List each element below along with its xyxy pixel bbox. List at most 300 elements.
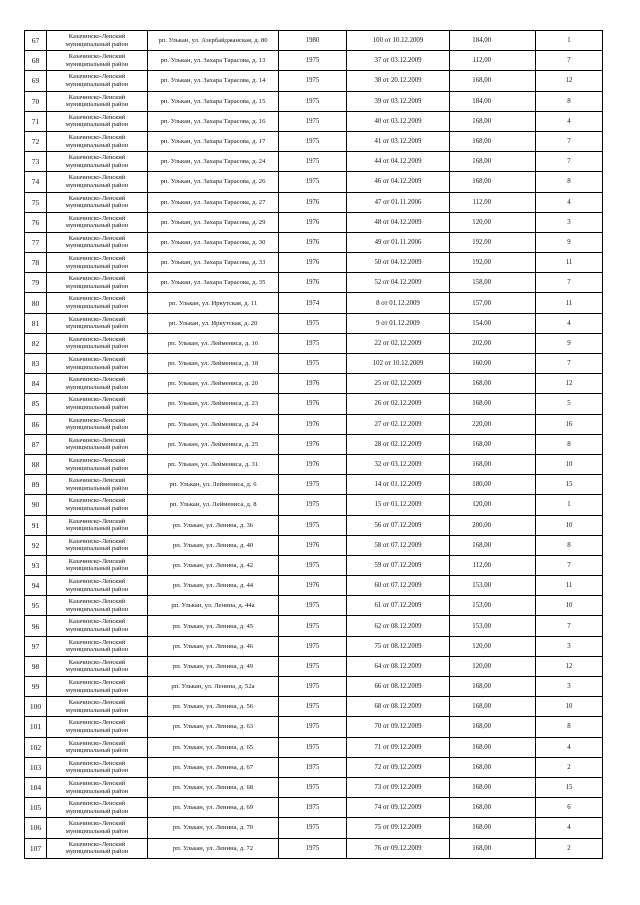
housing-registry-table [24, 30, 603, 859]
area-cell: 112,00 [450, 555, 536, 575]
residents-count-cell: 7 [536, 616, 603, 636]
row-number: 78 [25, 253, 47, 273]
document-cell: 56 от 07.12.2009 [347, 515, 450, 535]
area-cell: 168,00 [450, 131, 536, 151]
address-cell: рп. Улькан, ул. Захара Тарасова, д. 24 [148, 152, 279, 172]
document-cell: 32 от 03.12.2009 [347, 454, 450, 474]
row-number: 105 [25, 798, 47, 818]
year-built-cell: 1975 [279, 697, 347, 717]
address-cell: рп. Улькан, ул. Захара Тарасова, д. 17 [148, 131, 279, 151]
residents-count-cell: 7 [536, 273, 603, 293]
residents-count-cell: 15 [536, 475, 603, 495]
address-cell: рп. Улькан, ул. Ленина, д. 56 [148, 697, 279, 717]
residents-count-cell: 3 [536, 677, 603, 697]
row-number: 82 [25, 333, 47, 353]
address-cell: рп. Улькан, ул. Ленина, д. 46 [148, 636, 279, 656]
document-cell: 75 от 08.12.2009 [347, 636, 450, 656]
municipality-cell: Казачинско-Ленский муниципальный район [47, 313, 148, 333]
year-built-cell: 1975 [279, 757, 347, 777]
document-cell: 102 от 10.12.2009 [347, 354, 450, 374]
table-row [25, 576, 603, 596]
year-built-cell: 1976 [279, 232, 347, 252]
municipality-cell: Казачинско-Ленский муниципальный район [47, 31, 148, 51]
area-cell: 180,00 [450, 475, 536, 495]
municipality-cell: Казачинско-Ленский муниципальный район [47, 838, 148, 858]
row-number: 89 [25, 475, 47, 495]
row-number: 72 [25, 131, 47, 151]
year-built-cell: 1976 [279, 374, 347, 394]
year-built-cell: 1976 [279, 253, 347, 273]
year-built-cell: 1975 [279, 91, 347, 111]
residents-count-cell: 12 [536, 71, 603, 91]
area-cell: 168,00 [450, 535, 536, 555]
address-cell: рп. Улькан, ул. Леймениса, д. 8 [148, 495, 279, 515]
document-cell: 52 от 04.12.2009 [347, 273, 450, 293]
row-number: 81 [25, 313, 47, 333]
address-cell: рп. Улькан, ул. Ленина, д. 70 [148, 818, 279, 838]
table-row [25, 717, 603, 737]
municipality-cell: Казачинско-Ленский муниципальный район [47, 798, 148, 818]
table-row [25, 394, 603, 414]
document-cell: 40 от 03.12.2009 [347, 111, 450, 131]
document-cell: 49 от 01.11.2006 [347, 232, 450, 252]
table-row [25, 596, 603, 616]
residents-count-cell: 3 [536, 212, 603, 232]
address-cell: рп. Улькан, ул. Ленина, д. 42 [148, 555, 279, 575]
address-cell: рп. Улькан, ул. Ленина, д. 69 [148, 798, 279, 818]
year-built-cell: 1976 [279, 454, 347, 474]
table-row [25, 91, 603, 111]
address-cell: рп. Улькан, ул. Захара Тарасова, д. 16 [148, 111, 279, 131]
document-cell: 8 от 01.12.2009 [347, 293, 450, 313]
table-row [25, 515, 603, 535]
residents-count-cell: 8 [536, 717, 603, 737]
address-cell: рп. Улькан, ул. Леймениса, д. 31 [148, 454, 279, 474]
row-number: 84 [25, 374, 47, 394]
year-built-cell: 1976 [279, 192, 347, 212]
address-cell: рп. Улькан, ул. Леймениса, д. 16 [148, 333, 279, 353]
address-cell: рп. Улькан, ул. Леймениса, д. 18 [148, 354, 279, 374]
row-number: 101 [25, 717, 47, 737]
table-row [25, 374, 603, 394]
residents-count-cell: 4 [536, 111, 603, 131]
municipality-cell: Казачинско-Ленский муниципальный район [47, 414, 148, 434]
area-cell: 168,00 [450, 798, 536, 818]
address-cell: рп. Улькан, ул. Иркутская, д. 20 [148, 313, 279, 333]
address-cell: рп. Улькан, ул. Захара Тарасова, д. 29 [148, 212, 279, 232]
municipality-cell: Казачинско-Ленский муниципальный район [47, 495, 148, 515]
row-number: 68 [25, 51, 47, 71]
address-cell: рп. Улькан, ул. Леймениса, д. 6 [148, 475, 279, 495]
municipality-cell: Казачинско-Ленский муниципальный район [47, 273, 148, 293]
area-cell: 168,00 [450, 454, 536, 474]
row-number: 87 [25, 434, 47, 454]
year-built-cell: 1975 [279, 717, 347, 737]
document-cell: 58 от 07.12.2009 [347, 535, 450, 555]
municipality-cell: Казачинско-Ленский муниципальный район [47, 777, 148, 797]
address-cell: рп. Улькан, ул. Ленина, д. 40 [148, 535, 279, 555]
area-cell: 168,00 [450, 757, 536, 777]
residents-count-cell: 7 [536, 51, 603, 71]
area-cell: 153,00 [450, 616, 536, 636]
table-row [25, 333, 603, 353]
address-cell: рп. Улькан, ул. Захара Тарасова, д. 26 [148, 172, 279, 192]
municipality-cell: Казачинско-Ленский муниципальный район [47, 131, 148, 151]
document-cell: 14 от 01.12.2009 [347, 475, 450, 495]
area-cell: 220,00 [450, 414, 536, 434]
year-built-cell: 1976 [279, 394, 347, 414]
area-cell: 168,00 [450, 111, 536, 131]
document-cell: 61 от 07.12.2009 [347, 596, 450, 616]
municipality-cell: Казачинско-Ленский муниципальный район [47, 152, 148, 172]
year-built-cell: 1975 [279, 131, 347, 151]
row-number: 98 [25, 656, 47, 676]
address-cell: рп. Улькан, ул. Захара Тарасова, д. 27 [148, 192, 279, 212]
table-row [25, 172, 603, 192]
row-number: 73 [25, 152, 47, 172]
municipality-cell: Казачинско-Ленский муниципальный район [47, 394, 148, 414]
document-cell: 25 от 02.12.2009 [347, 374, 450, 394]
municipality-cell: Казачинско-Ленский муниципальный район [47, 111, 148, 131]
residents-count-cell: 11 [536, 293, 603, 313]
residents-count-cell: 11 [536, 253, 603, 273]
area-cell: 153,00 [450, 576, 536, 596]
year-built-cell: 1975 [279, 818, 347, 838]
row-number: 94 [25, 576, 47, 596]
residents-count-cell: 16 [536, 414, 603, 434]
address-cell: рп. Улькан, ул. Ленина, д. 67 [148, 757, 279, 777]
row-number: 90 [25, 495, 47, 515]
municipality-cell: Казачинско-Ленский муниципальный район [47, 253, 148, 273]
municipality-cell: Казачинско-Ленский муниципальный район [47, 818, 148, 838]
address-cell: рп. Улькан, ул. Ленина, д. 45 [148, 616, 279, 636]
municipality-cell: Казачинско-Ленский муниципальный район [47, 697, 148, 717]
year-built-cell: 1975 [279, 677, 347, 697]
row-number: 107 [25, 838, 47, 858]
municipality-cell: Казачинско-Ленский муниципальный район [47, 555, 148, 575]
table-row [25, 475, 603, 495]
year-built-cell: 1976 [279, 576, 347, 596]
table-row [25, 354, 603, 374]
area-cell: 154,00 [450, 313, 536, 333]
area-cell: 160,00 [450, 354, 536, 374]
row-number: 75 [25, 192, 47, 212]
table-row [25, 697, 603, 717]
table-row [25, 273, 603, 293]
document-cell: 39 от 03.12.2009 [347, 91, 450, 111]
year-built-cell: 1975 [279, 777, 347, 797]
year-built-cell: 1975 [279, 798, 347, 818]
area-cell: 168,00 [450, 172, 536, 192]
address-cell: рп. Улькан, ул. Ленина, д. 44 [148, 576, 279, 596]
document-cell: 75 от 09.12.2009 [347, 818, 450, 838]
document-cell: 41 от 03.12.2009 [347, 131, 450, 151]
address-cell: рп. Улькан, ул. Ленина, д. 63 [148, 717, 279, 737]
municipality-cell: Казачинско-Ленский муниципальный район [47, 515, 148, 535]
address-cell: рп. Улькан, ул. Ленина, д. 44а [148, 596, 279, 616]
document-cell: 44 от 04.12.2009 [347, 152, 450, 172]
area-cell: 200,00 [450, 515, 536, 535]
municipality-cell: Казачинско-Ленский муниципальный район [47, 717, 148, 737]
residents-count-cell: 4 [536, 192, 603, 212]
row-number: 77 [25, 232, 47, 252]
document-cell: 100 от 10.12.2009 [347, 31, 450, 51]
table-row [25, 656, 603, 676]
address-cell: рп. Улькан, ул. Захара Тарасова, д. 13 [148, 51, 279, 71]
municipality-cell: Казачинско-Ленский муниципальный район [47, 172, 148, 192]
year-built-cell: 1976 [279, 273, 347, 293]
residents-count-cell: 8 [536, 91, 603, 111]
municipality-cell: Казачинско-Ленский муниципальный район [47, 616, 148, 636]
address-cell: рп. Улькан, ул. Ленина, д. 52а [148, 677, 279, 697]
area-cell: 202,00 [450, 333, 536, 353]
document-cell: 62 от 08.12.2009 [347, 616, 450, 636]
residents-count-cell: 2 [536, 757, 603, 777]
document-cell: 9 от 01.12.2009 [347, 313, 450, 333]
year-built-cell: 1980 [279, 31, 347, 51]
residents-count-cell: 10 [536, 454, 603, 474]
area-cell: 157,00 [450, 293, 536, 313]
row-number: 103 [25, 757, 47, 777]
document-cell: 15 от 01.12.2009 [347, 495, 450, 515]
address-cell: рп. Улькан, ул. Ленина, д. 72 [148, 838, 279, 858]
municipality-cell: Казачинско-Ленский муниципальный район [47, 91, 148, 111]
table-row [25, 737, 603, 757]
address-cell: рп. Улькан, ул. Ленина, д. 68 [148, 777, 279, 797]
municipality-cell: Казачинско-Ленский муниципальный район [47, 535, 148, 555]
area-cell: 168,00 [450, 818, 536, 838]
year-built-cell: 1975 [279, 313, 347, 333]
municipality-cell: Казачинско-Ленский муниципальный район [47, 374, 148, 394]
area-cell: 120,00 [450, 656, 536, 676]
year-built-cell: 1975 [279, 515, 347, 535]
area-cell: 168,00 [450, 777, 536, 797]
table-row [25, 616, 603, 636]
row-number: 91 [25, 515, 47, 535]
residents-count-cell: 15 [536, 777, 603, 797]
area-cell: 120,00 [450, 636, 536, 656]
table-row [25, 293, 603, 313]
table-row [25, 111, 603, 131]
row-number: 99 [25, 677, 47, 697]
residents-count-cell: 1 [536, 495, 603, 515]
residents-count-cell: 12 [536, 374, 603, 394]
table-row [25, 31, 603, 51]
table-body [25, 31, 603, 859]
document-cell: 70 от 09.12.2009 [347, 717, 450, 737]
residents-count-cell: 3 [536, 636, 603, 656]
table-row [25, 152, 603, 172]
document-cell: 59 от 07.12.2009 [347, 555, 450, 575]
area-cell: 192,00 [450, 253, 536, 273]
table-row [25, 71, 603, 91]
residents-count-cell: 8 [536, 434, 603, 454]
table-row [25, 192, 603, 212]
row-number: 97 [25, 636, 47, 656]
municipality-cell: Казачинско-Ленский муниципальный район [47, 576, 148, 596]
row-number: 104 [25, 777, 47, 797]
table-row [25, 535, 603, 555]
residents-count-cell: 7 [536, 354, 603, 374]
address-cell: рп. Улькан, ул. Захара Тарасова, д. 15 [148, 91, 279, 111]
year-built-cell: 1975 [279, 616, 347, 636]
municipality-cell: Казачинско-Ленский муниципальный район [47, 51, 148, 71]
address-cell: рп. Улькан, ул. Леймениса, д. 23 [148, 394, 279, 414]
municipality-cell: Казачинско-Ленский муниципальный район [47, 737, 148, 757]
year-built-cell: 1975 [279, 838, 347, 858]
document-cell: 46 от 04.12.2009 [347, 172, 450, 192]
year-built-cell: 1975 [279, 71, 347, 91]
residents-count-cell: 8 [536, 172, 603, 192]
document-cell: 73 от 09.12.2009 [347, 777, 450, 797]
address-cell: рп. Улькан, ул. Ленина, д. 36 [148, 515, 279, 535]
year-built-cell: 1974 [279, 293, 347, 313]
year-built-cell: 1975 [279, 152, 347, 172]
document-cell: 72 от 09.12.2009 [347, 757, 450, 777]
residents-count-cell: 11 [536, 576, 603, 596]
residents-count-cell: 8 [536, 535, 603, 555]
row-number: 74 [25, 172, 47, 192]
residents-count-cell: 7 [536, 555, 603, 575]
area-cell: 168,00 [450, 71, 536, 91]
year-built-cell: 1975 [279, 172, 347, 192]
year-built-cell: 1975 [279, 495, 347, 515]
row-number: 85 [25, 394, 47, 414]
document-cell: 64 от 08.12.2009 [347, 656, 450, 676]
year-built-cell: 1976 [279, 434, 347, 454]
municipality-cell: Казачинско-Ленский муниципальный район [47, 212, 148, 232]
row-number: 69 [25, 71, 47, 91]
area-cell: 168,00 [450, 394, 536, 414]
row-number: 70 [25, 91, 47, 111]
table-row [25, 253, 603, 273]
year-built-cell: 1975 [279, 656, 347, 676]
table-row [25, 495, 603, 515]
address-cell: рп. Улькан, ул. Азербайджанская, д. 80 [148, 31, 279, 51]
address-cell: рп. Улькан, ул. Леймениса, д. 25 [148, 434, 279, 454]
address-cell: рп. Улькан, ул. Иркутская, д. 11 [148, 293, 279, 313]
address-cell: рп. Улькан, ул. Леймениса, д. 24 [148, 414, 279, 434]
municipality-cell: Казачинско-Ленский муниципальный район [47, 333, 148, 353]
row-number: 71 [25, 111, 47, 131]
row-number: 80 [25, 293, 47, 313]
address-cell: рп. Улькан, ул. Ленина, д. 65 [148, 737, 279, 757]
row-number: 100 [25, 697, 47, 717]
municipality-cell: Казачинско-Ленский муниципальный район [47, 636, 148, 656]
area-cell: 158,00 [450, 273, 536, 293]
row-number: 86 [25, 414, 47, 434]
municipality-cell: Казачинско-Ленский муниципальный район [47, 192, 148, 212]
residents-count-cell: 4 [536, 818, 603, 838]
municipality-cell: Казачинско-Ленский муниципальный район [47, 656, 148, 676]
table-row [25, 434, 603, 454]
year-built-cell: 1975 [279, 555, 347, 575]
address-cell: рп. Улькан, ул. Леймениса, д. 20 [148, 374, 279, 394]
row-number: 67 [25, 31, 47, 51]
area-cell: 168,00 [450, 374, 536, 394]
table-row [25, 51, 603, 71]
residents-count-cell: 7 [536, 131, 603, 151]
row-number: 83 [25, 354, 47, 374]
residents-count-cell: 9 [536, 333, 603, 353]
area-cell: 168,00 [450, 152, 536, 172]
residents-count-cell: 4 [536, 313, 603, 333]
address-cell: рп. Улькан, ул. Захара Тарасова, д. 35 [148, 273, 279, 293]
year-built-cell: 1975 [279, 111, 347, 131]
row-number: 102 [25, 737, 47, 757]
document-cell: 28 от 02.12.2009 [347, 434, 450, 454]
row-number: 79 [25, 273, 47, 293]
municipality-cell: Казачинско-Ленский муниципальный район [47, 757, 148, 777]
year-built-cell: 1975 [279, 636, 347, 656]
residents-count-cell: 6 [536, 798, 603, 818]
area-cell: 112,00 [450, 192, 536, 212]
table-row [25, 777, 603, 797]
document-cell: 74 от 09.12.2009 [347, 798, 450, 818]
address-cell: рп. Улькан, ул. Ленина, д. 49 [148, 656, 279, 676]
address-cell: рп. Улькан, ул. Захара Тарасова, д. 14 [148, 71, 279, 91]
year-built-cell: 1975 [279, 737, 347, 757]
residents-count-cell: 1 [536, 31, 603, 51]
residents-count-cell: 9 [536, 232, 603, 252]
document-cell: 27 от 02.12.2009 [347, 414, 450, 434]
document-cell: 48 от 04.12.2009 [347, 212, 450, 232]
year-built-cell: 1976 [279, 212, 347, 232]
area-cell: 112,00 [450, 51, 536, 71]
residents-count-cell: 12 [536, 656, 603, 676]
document-cell: 50 от 04.12.2009 [347, 253, 450, 273]
municipality-cell: Казачинско-Ленский муниципальный район [47, 677, 148, 697]
table-row [25, 232, 603, 252]
municipality-cell: Казачинско-Ленский муниципальный район [47, 232, 148, 252]
residents-count-cell: 10 [536, 596, 603, 616]
table-row [25, 798, 603, 818]
residents-count-cell: 4 [536, 737, 603, 757]
row-number: 93 [25, 555, 47, 575]
area-cell: 184,00 [450, 91, 536, 111]
table-row [25, 454, 603, 474]
year-built-cell: 1975 [279, 333, 347, 353]
year-built-cell: 1975 [279, 354, 347, 374]
residents-count-cell: 10 [536, 697, 603, 717]
table-row [25, 636, 603, 656]
area-cell: 168,00 [450, 677, 536, 697]
municipality-cell: Казачинско-Ленский муниципальный район [47, 475, 148, 495]
table-row [25, 414, 603, 434]
area-cell: 120,00 [450, 495, 536, 515]
table-row [25, 757, 603, 777]
municipality-cell: Казачинско-Ленский муниципальный район [47, 454, 148, 474]
year-built-cell: 1976 [279, 535, 347, 555]
residents-count-cell: 5 [536, 394, 603, 414]
table-row [25, 555, 603, 575]
municipality-cell: Казачинско-Ленский муниципальный район [47, 293, 148, 313]
residents-count-cell: 2 [536, 838, 603, 858]
document-cell: 22 от 02.12.2009 [347, 333, 450, 353]
document-cell: 71 от 09.12.2009 [347, 737, 450, 757]
year-built-cell: 1975 [279, 596, 347, 616]
address-cell: рп. Улькан, ул. Захара Тарасова, д. 33 [148, 253, 279, 273]
row-number: 92 [25, 535, 47, 555]
area-cell: 168,00 [450, 717, 536, 737]
document-cell: 68 от 08.12.2009 [347, 697, 450, 717]
row-number: 96 [25, 616, 47, 636]
area-cell: 192,00 [450, 232, 536, 252]
year-built-cell: 1975 [279, 475, 347, 495]
table-row [25, 131, 603, 151]
area-cell: 153,00 [450, 596, 536, 616]
year-built-cell: 1975 [279, 51, 347, 71]
